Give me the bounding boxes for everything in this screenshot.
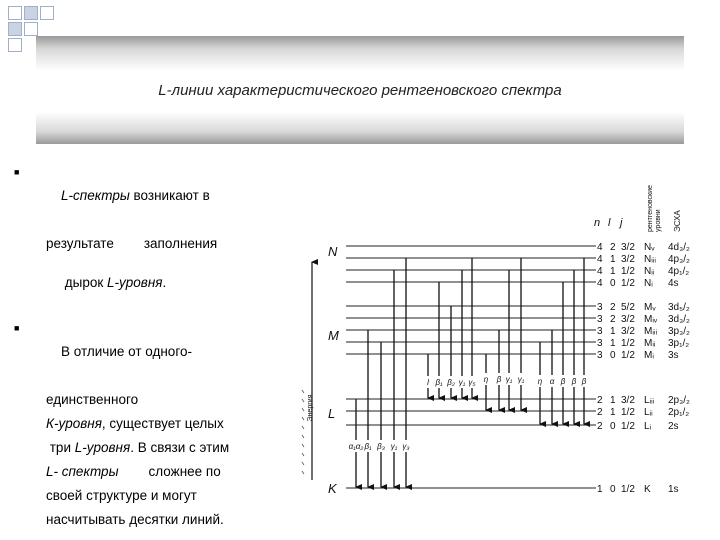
bullet-1-line-1: ■ L-спектры возникают в bbox=[46, 160, 286, 232]
header-j: j bbox=[620, 217, 623, 229]
level-j: 1/2 bbox=[621, 407, 635, 418]
level-esca-label: 2s bbox=[668, 421, 679, 432]
level-esca-label: 3d₅/₂ bbox=[668, 302, 690, 313]
level-l: 2 bbox=[610, 242, 616, 253]
shell-label-K: K bbox=[328, 481, 337, 496]
level-j: 1/2 bbox=[621, 350, 635, 361]
scan-tick bbox=[302, 390, 304, 393]
line-label-K: γ₃ bbox=[402, 442, 410, 451]
line-label-L2: γ₁ bbox=[505, 375, 513, 384]
level-esca-label: 2p₁/₂ bbox=[668, 407, 690, 418]
header-n: n bbox=[594, 217, 601, 229]
scan-tick bbox=[302, 462, 304, 465]
level-xray-label: Lᵢᵢ bbox=[644, 407, 653, 418]
level-l: 1 bbox=[610, 254, 616, 265]
level-l: 0 bbox=[610, 421, 616, 432]
level-esca-label: 1s bbox=[668, 484, 679, 495]
level-xray-label: Mᵥ bbox=[644, 302, 656, 313]
line-label-K: β₃ bbox=[377, 442, 385, 451]
shell-label-L: L bbox=[328, 406, 336, 421]
line-label-L1: β bbox=[560, 377, 566, 386]
level-j: 1/2 bbox=[621, 421, 635, 432]
shell-label-M: M bbox=[328, 328, 339, 343]
level-xray-label: K bbox=[644, 484, 651, 495]
level-n: 2 bbox=[597, 395, 603, 406]
level-esca-label: 3d₃/₂ bbox=[668, 314, 690, 325]
level-l: 1 bbox=[610, 266, 616, 277]
level-xray-label: Lᵢ bbox=[644, 421, 652, 432]
level-l: 2 bbox=[610, 302, 616, 313]
bullet-marker-icon: ■ bbox=[14, 323, 20, 333]
header-xray-levels-1: рентгеновские bbox=[647, 185, 654, 232]
level-esca-label: 3s bbox=[668, 350, 679, 361]
bullet-2-line-2: единственного bbox=[46, 392, 139, 407]
level-xray-label: Mᵢ bbox=[644, 350, 654, 361]
level-n: 1 bbox=[597, 484, 603, 495]
level-xray-label: Nᵥ bbox=[644, 242, 655, 253]
line-label-L2: γ₁ bbox=[517, 375, 525, 384]
line-label-L3: γ₁ bbox=[458, 378, 466, 387]
level-l: 0 bbox=[610, 350, 616, 361]
level-n: 4 bbox=[597, 278, 603, 289]
scan-tick bbox=[302, 453, 304, 456]
level-xray-label: Mᵢᵢᵢ bbox=[644, 326, 658, 337]
level-j: 3/2 bbox=[621, 254, 635, 265]
level-l: 1 bbox=[610, 326, 616, 337]
level-xray-label: Nᵢᵢ bbox=[644, 266, 655, 277]
line-label-L2: β bbox=[496, 375, 502, 384]
level-esca-label: 3p₁/₂ bbox=[668, 338, 690, 349]
line-label-L3: γ₅ bbox=[468, 378, 476, 387]
level-n: 4 bbox=[597, 266, 603, 277]
level-j: 1/2 bbox=[621, 338, 635, 349]
level-n: 3 bbox=[597, 302, 603, 313]
line-label-L3: β₂ bbox=[447, 378, 455, 387]
level-n: 4 bbox=[597, 254, 603, 265]
slide-title: L-линии характеристического рентгеновского спектра bbox=[158, 82, 562, 99]
level-esca-label: 4p₃/₂ bbox=[668, 254, 690, 265]
level-xray-label: Lᵢᵢᵢ bbox=[644, 395, 655, 406]
level-esca-label: 4s bbox=[668, 278, 679, 289]
level-esca-label: 3p₃/₂ bbox=[668, 326, 690, 337]
bullet-2-line-1: ■ В отличие от одного- bbox=[46, 316, 286, 388]
bullet-1-line-3: дырок L-уровня. bbox=[61, 275, 167, 290]
line-label-K: β₁ bbox=[364, 442, 372, 451]
level-xray-label: Mᵢᵥ bbox=[644, 314, 658, 325]
level-n: 3 bbox=[597, 338, 603, 349]
line-label-L1: α bbox=[549, 377, 555, 386]
level-j: 3/2 bbox=[621, 242, 635, 253]
level-j: 3/2 bbox=[621, 326, 635, 337]
level-j: 3/2 bbox=[621, 395, 635, 406]
bullet-2-line-5: L- спектры сложнее по bbox=[46, 464, 221, 479]
level-n: 2 bbox=[597, 407, 603, 418]
level-n: 2 bbox=[597, 421, 603, 432]
level-n: 3 bbox=[597, 326, 603, 337]
level-esca-label: 4p₁/₂ bbox=[668, 266, 690, 277]
level-j: 1/2 bbox=[621, 484, 635, 495]
level-l: 1 bbox=[610, 395, 616, 406]
shell-label-N: N bbox=[328, 244, 338, 259]
level-n: 4 bbox=[597, 242, 603, 253]
scan-tick bbox=[302, 471, 304, 474]
scan-tick bbox=[302, 435, 304, 438]
level-l: 1 bbox=[610, 338, 616, 349]
line-label-L1: η bbox=[537, 377, 543, 386]
level-n: 3 bbox=[597, 350, 603, 361]
scan-tick bbox=[302, 417, 304, 420]
level-xray-label: Nᵢ bbox=[644, 278, 653, 289]
level-xray-label: Nᵢᵢᵢ bbox=[644, 254, 656, 265]
level-esca-label: 2p₃/₂ bbox=[668, 395, 690, 406]
bullet-2-line-7: насчитывать десятки линий. bbox=[46, 512, 224, 527]
header-xray-levels-2: уровни bbox=[655, 209, 662, 232]
header-l: l bbox=[608, 217, 611, 229]
scan-tick bbox=[302, 408, 304, 411]
level-l: 0 bbox=[610, 278, 616, 289]
bullet-2-line-4: три L-уровня. В связи с этим bbox=[46, 440, 230, 455]
scan-tick bbox=[302, 444, 304, 447]
bullet-2-line-3: К-уровня, существует целых bbox=[46, 416, 224, 431]
level-xray-label: Mᵢᵢ bbox=[644, 338, 656, 349]
line-label-K: α₁α₂ bbox=[348, 442, 364, 451]
level-l: 0 bbox=[610, 484, 616, 495]
level-j: 3/2 bbox=[621, 314, 635, 325]
level-n: 3 bbox=[597, 314, 603, 325]
bullet-1-line-2: результате заполнения bbox=[46, 236, 218, 251]
level-l: 1 bbox=[610, 407, 616, 418]
level-j: 1/2 bbox=[621, 278, 635, 289]
line-label-L2: η bbox=[483, 375, 489, 384]
energy-axis-label: Энергия bbox=[307, 394, 314, 422]
level-j: 1/2 bbox=[621, 266, 635, 277]
level-l: 2 bbox=[610, 314, 616, 325]
scan-tick bbox=[302, 426, 304, 429]
line-label-L3: l bbox=[427, 378, 429, 387]
line-label-K: γ₁ bbox=[390, 442, 398, 451]
bullet-marker-icon: ■ bbox=[14, 167, 20, 177]
header-esca: ЭСХА bbox=[673, 210, 682, 232]
scan-tick bbox=[302, 399, 304, 402]
level-esca-label: 4d₃/₂ bbox=[668, 242, 690, 253]
line-label-L1: β bbox=[581, 377, 587, 386]
bullet-2-line-6: своей структуре и могут bbox=[46, 488, 197, 503]
level-j: 5/2 bbox=[621, 302, 635, 313]
line-label-L1: β bbox=[571, 377, 577, 386]
line-label-L3: β₁ bbox=[435, 378, 443, 387]
